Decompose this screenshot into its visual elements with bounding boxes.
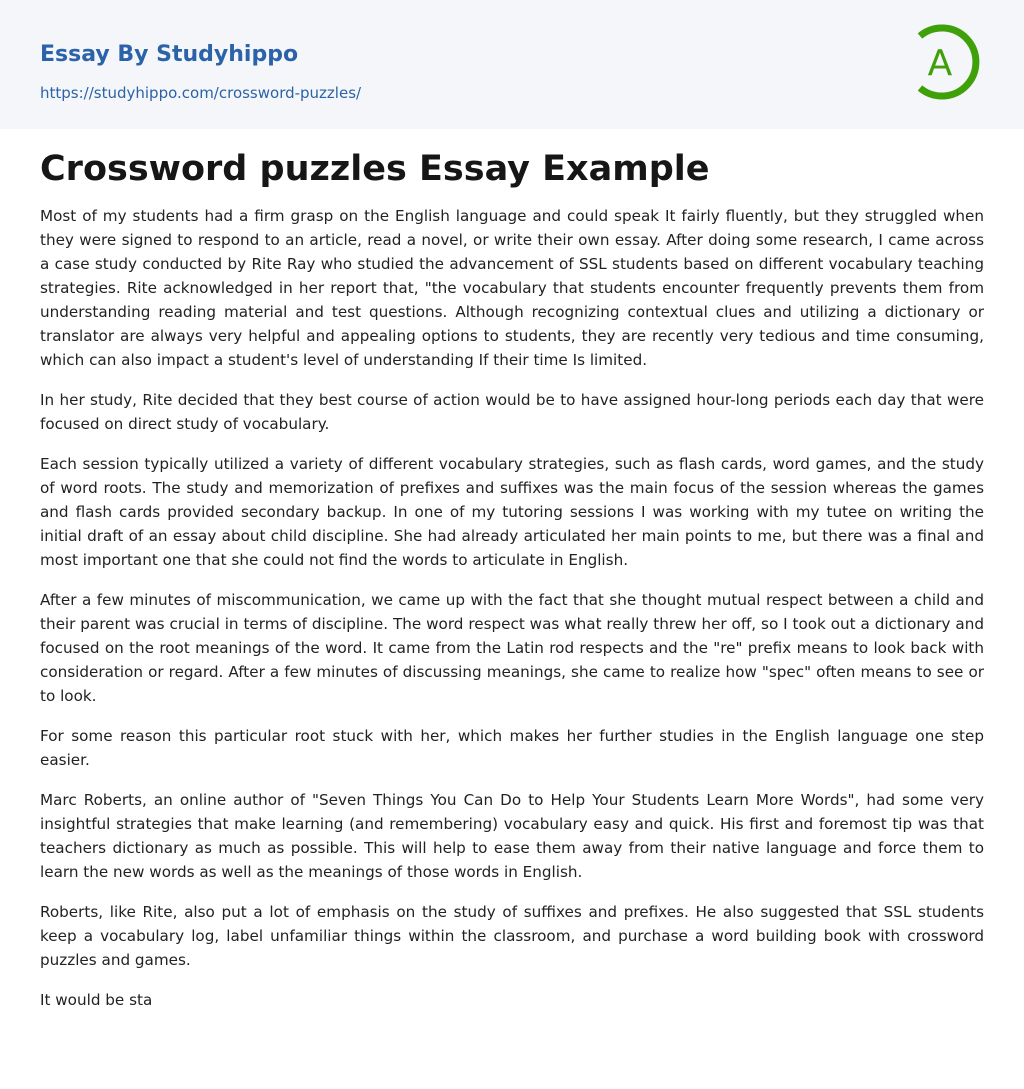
- studyhippo-logo-icon[interactable]: [912, 20, 986, 104]
- page-title: Crossword puzzles Essay Example: [40, 149, 710, 189]
- paragraph: Marc Roberts, an online author of "Seven Things You Can Do to Help Your Students Learn More Words", had some very insightful strategies that make learning (and remembering) vocabulary easy and quick. His first and foremost tip was that teachers dictionary as much as possible. This will help to ease them away from their native language and force them to learn the new words as well as the meanings of those words in English.: [40, 791, 984, 881]
- brand-title[interactable]: Essay By Studyhippo: [40, 42, 299, 67]
- paragraph-truncated: It would be sta: [40, 991, 153, 1009]
- paragraph: Most of my students had a firm grasp on the English language and could speak It fairly fluently, but they struggled when they were signed to respond to an article, read a novel, or write their own essay. After doing some research, I came across a case study conducted by Rite Ray who studied the advancement of SSL students based on different vocabulary teaching strategies. Rite acknowledged in her report that, "the vocabulary that students encounter frequently prevents them from understanding reading material and test questions. Although recognizing contextual clues and utilizing a dictionary or translator are always very helpful and appealing options to students, they are recently very tedious and time consuming, which can also impact a student's level of understanding If their time Is limited.: [40, 207, 984, 369]
- paragraph: Each session typically utilized a variety of different vocabulary strategies, such as flash cards, word games, and the study of word roots. The study and memorization of prefixes and suffixes was the main focus of the session whereas the games and flash cards provided secondary backup. In one of my tutoring sessions I was working with my tutee on writing the initial draft of an essay about child discipline. She had already articulated her main points to me, but there was a final and most important one that she could not find the words to articulate in English.: [40, 455, 984, 569]
- logo-letter: A: [927, 43, 953, 84]
- paragraph: After a few minutes of miscommunication, we came up with the fact that she thought mutual respect between a child and their parent was crucial in terms of discipline. The word respect was what really threw her off, so I took out a dictionary and focused on the root meanings of the word. It came from the Latin rod respects and the "re" prefix means to look back with consideration or regard. After a few minutes of discussing meanings, she came to realize how "spec" often means to see or to look.: [40, 591, 984, 705]
- paragraph: For some reason this particular root stuck with her, which makes her further studies in the English language one step easier.: [40, 727, 984, 769]
- essay-body: [40, 204, 984, 1012]
- site-header: [0, 0, 1024, 129]
- paragraph: In her study, Rite decided that they best course of action would be to have assigned hour-long periods each day that were focused on direct study of vocabulary.: [40, 391, 984, 433]
- essay-url-link[interactable]: https://studyhippo.com/crossword-puzzles/: [40, 84, 362, 102]
- paragraph: Roberts, like Rite, also put a lot of emphasis on the study of suffixes and prefixes. He also suggested that SSL students keep a vocabulary log, label unfamiliar things within the classroom, and purchase a word building book with crossword puzzles and games.: [40, 903, 984, 969]
